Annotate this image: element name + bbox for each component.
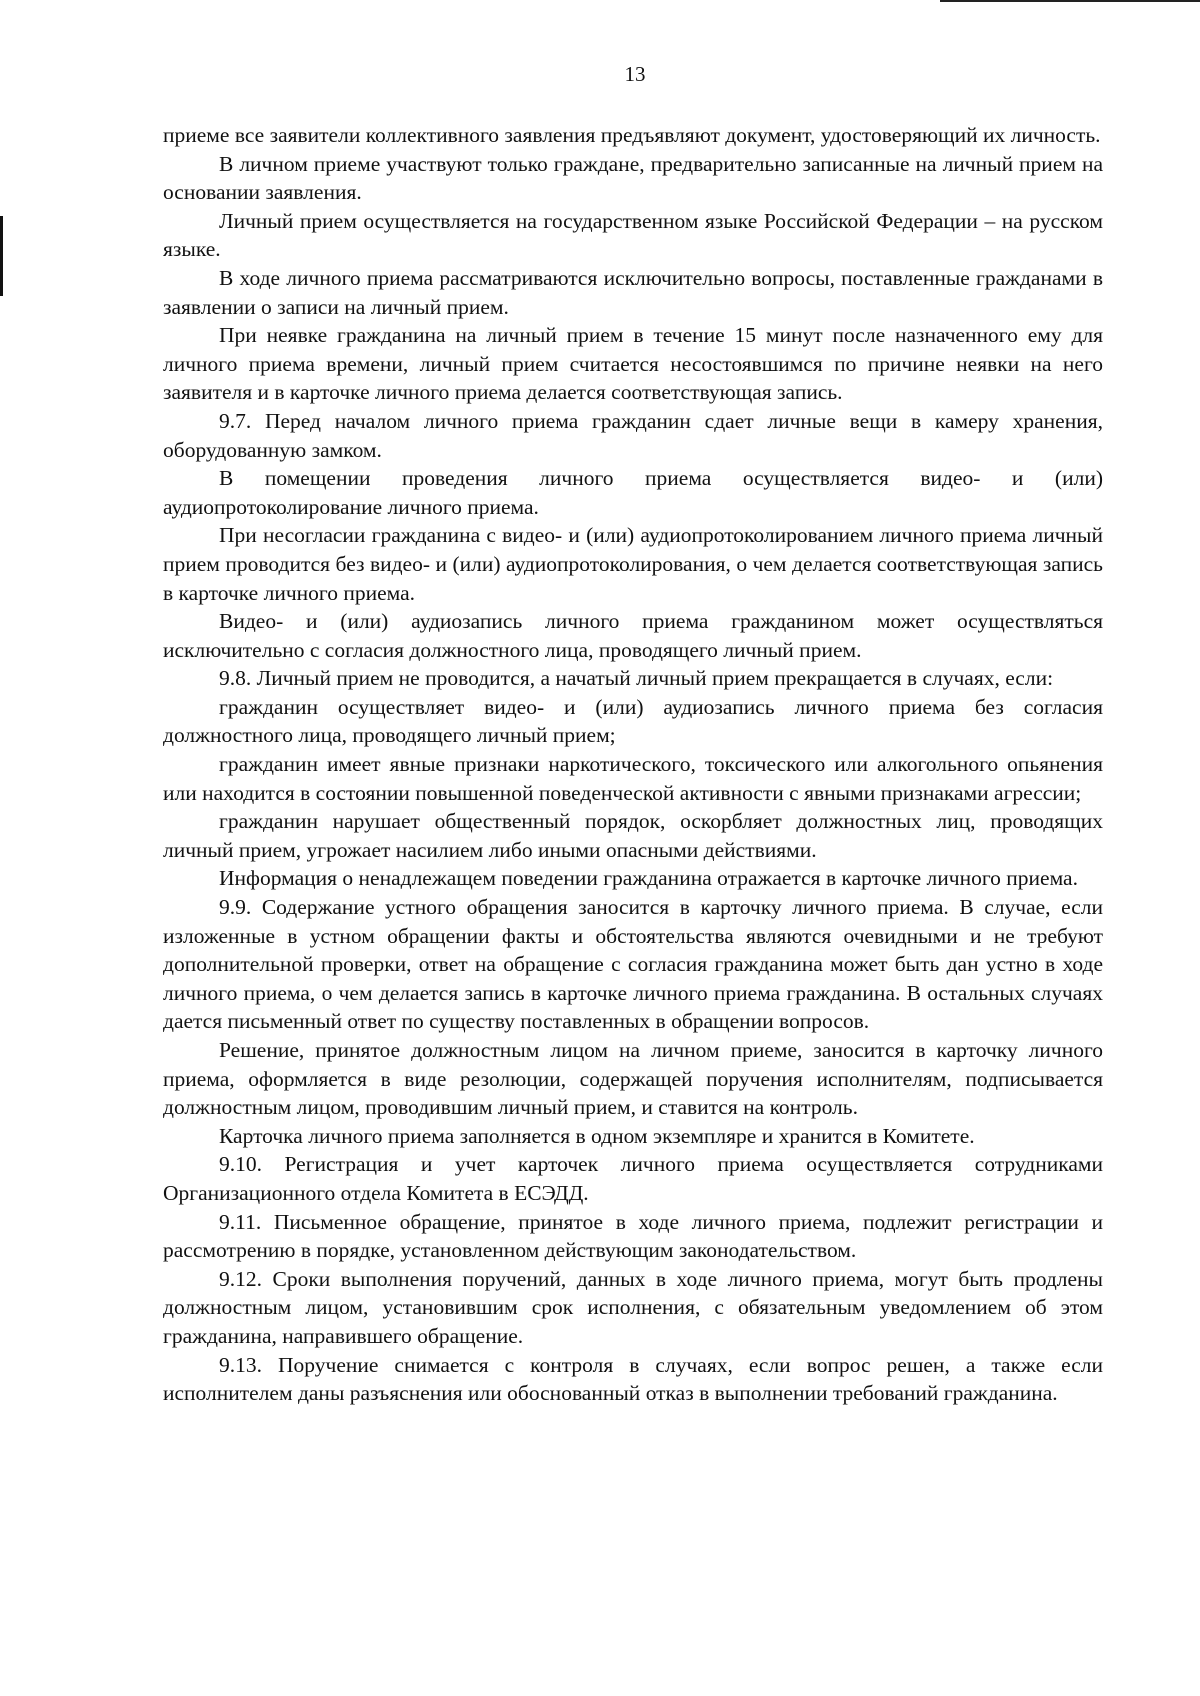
paragraph: В личном приеме участвуют только граждане, предварительно записанные на личный прием на основании заявления. bbox=[163, 151, 1103, 205]
paragraph: При неявке гражданина на личный прием в течение 15 минут после назначенного ему для личного приема времени, личный прием считается несостоявшимся по причине неявки на него заявителя и в карточке личного приема делается соответствующая запись. bbox=[163, 323, 1103, 405]
scan-edge-line bbox=[940, 0, 1200, 2]
paragraph: Личный прием осуществляется на государственном языке Российской Федерации – на русском языке. bbox=[163, 208, 1103, 262]
paragraph: Информация о ненадлежащем поведении гражданина отражается в карточке личного приема. bbox=[219, 866, 1078, 891]
paragraph: гражданин имеет явные признаки наркотического, токсического или алкогольного опьянения или находится в состоянии повышенной поведенческой активности с явными признаками агрессии; bbox=[163, 752, 1103, 805]
paragraph: гражданин осуществляет видео- и (или) аудиозапись личного приема без согласия должностного лица, проводящего личный прием; bbox=[163, 694, 1103, 748]
page-number: 13 bbox=[624, 62, 646, 86]
paragraph: гражданин нарушает общественный порядок, оскорбляет должностных лиц, проводящих личный прием, угрожает насилием либо иными опасными действиями. bbox=[163, 809, 1103, 862]
paragraph-9-11: 9.11. Письменное обращение, принятое в ходе личного приема, подлежит регистрации и рассмотрению в порядке, установленном действующим законодательством. bbox=[163, 1209, 1103, 1263]
paragraph-9-13: 9.13. Поручение снимается с контроля в случаях, если вопрос решен, а также если исполнителем даны разъяснения или обоснованный отказ в выполнении требований гражданина. bbox=[163, 1352, 1103, 1406]
paragraph-9-12: 9.12. Сроки выполнения поручений, данных в ходе личного приема, могут быть продлены должностным лицом, установившим срок исполнения, с обязательным уведомлением об этом гражданина, направившего обращение. bbox=[163, 1266, 1103, 1348]
paragraph: Видео- и (или) аудиозапись личного приема гражданином может осуществляться исключительно с согласия должностного лица, проводящего личный прием. bbox=[163, 609, 1103, 662]
paragraph: В ходе личного приема рассматриваются исключительно вопросы, поставленные гражданами в заявлении о записи на личный прием. bbox=[163, 265, 1103, 319]
paragraph: При несогласии гражданина с видео- и (или) аудиопротоколированием личного приема личный прием проводится без видео- и (или) аудиопротоколирования, о чем делается соответствующая запись в карточке личного приема. bbox=[163, 523, 1103, 605]
paragraph: В помещении проведения личного приема осуществляется видео- и (или) аудиопротоколирование личного приема. bbox=[163, 466, 1103, 519]
document-body bbox=[163, 121, 1103, 1408]
paragraph-9-8: 9.8. Личный прием не проводится, а начатый личный прием прекращается в случаях, если: bbox=[219, 666, 1054, 691]
paragraph-9-10: 9.10. Регистрация и учет карточек личного приема осуществляется сотрудниками Организационного отдела Комитета в ЕСЭДД. bbox=[163, 1152, 1103, 1205]
paragraph-9-9: 9.9. Содержание устного обращения заносится в карточку личного приема. В случае, если изложенные в устном обращении факты и обстоятельства являются очевидными и не требуют дополнительной проверки, ответ на обращение с согласия гражданина может быть дан устно в ходе личного приема, о чем делается запись в карточке личного приема гражданина. В остальных случаях дается письменный ответ по существу поставленных в обращении вопросов. bbox=[163, 895, 1103, 1034]
paragraph-9-7: 9.7. Перед началом личного приема гражданин сдает личные вещи в камеру хранения, оборудованную замком. bbox=[163, 408, 1103, 462]
paragraph: Карточка личного приема заполняется в одном экземпляре и хранится в Комитете. bbox=[219, 1123, 975, 1148]
scan-margin-mark bbox=[0, 216, 3, 296]
paragraph-continuation: приеме все заявители коллективного заявления предъявляют документ, удостоверяющий их личность. bbox=[163, 123, 1101, 147]
paragraph: Решение, принятое должностным лицом на личном приеме, заносится в карточку личного приема, оформляется в виде резолюции, содержащей поручения исполнителям, подписывается должностным лицом, проводившим личный прием, и ставится на контроль. bbox=[163, 1038, 1103, 1120]
